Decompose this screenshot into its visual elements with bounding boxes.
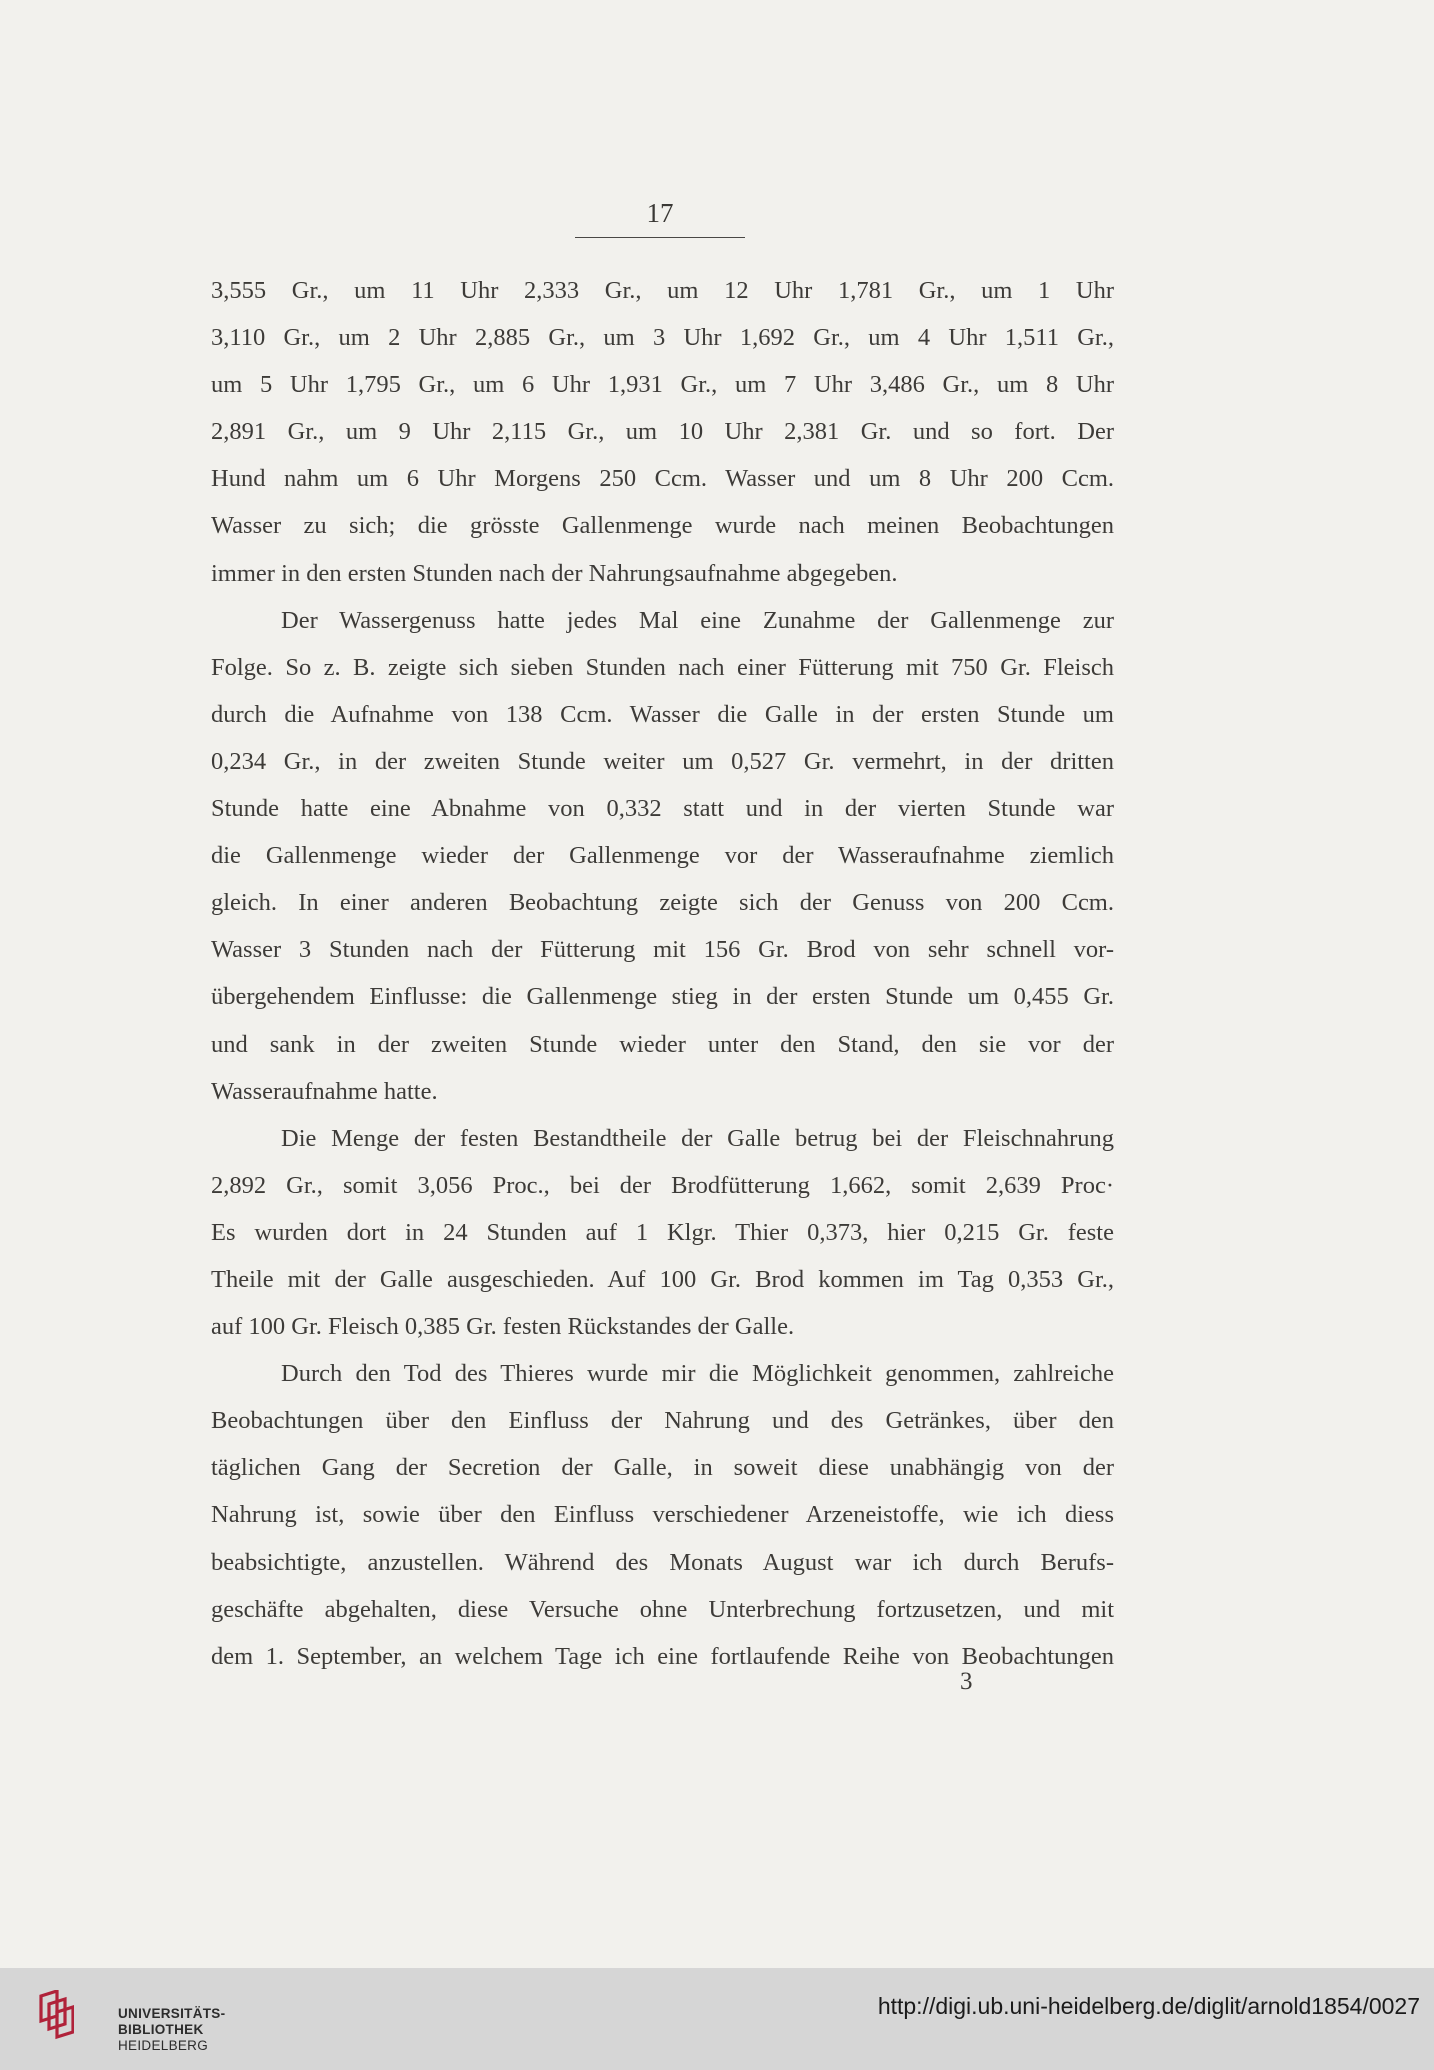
text-line: um 5 Uhr 1,795 Gr., um 6 Uhr 1,931 Gr., um 7 Uhr 3,486 Gr., um 8 Uhr (211, 371, 1114, 399)
text-line: immer in den ersten Stunden nach der Nahrungsaufnahme abgegeben. (211, 559, 898, 587)
text-line: und sank in der zweiten Stunde wieder unter den Stand, den sie vor der (211, 1030, 1114, 1058)
text-line: Stunde hatte eine Abnahme von 0,332 statt und in der vierten Stunde war (211, 795, 1114, 823)
paragraph-2 (211, 597, 1114, 1115)
library-name-line-3: HEIDELBERG (118, 2038, 209, 2053)
paragraph-4 (211, 1350, 1114, 1680)
text-line: durch die Aufnahme von 138 Ccm. Wasser die Galle in der ersten Stunde um (211, 700, 1114, 728)
text-line: die Gallenmenge wieder der Gallenmenge vor der Wasseraufnahme ziemlich (211, 842, 1114, 870)
text-line: beabsichtigte, anzustellen. Während des Monats August war ich durch Berufs- (211, 1548, 1114, 1576)
text-line: gleich. In einer anderen Beobachtung zeigte sich der Genuss von 200 Ccm. (211, 889, 1114, 917)
source-url-link[interactable]: http://digi.ub.uni-heidelberg.de/diglit/arnold1854/0027 (877, 1993, 1420, 2019)
text-line: Wasser 3 Stunden nach der Fütterung mit 156 Gr. Brod von sehr schnell vor- (211, 936, 1114, 964)
paragraph-1 (211, 267, 1114, 597)
text-line: auf 100 Gr. Fleisch 0,385 Gr. festen Rückstandes der Galle. (211, 1313, 795, 1341)
library-name (118, 2006, 225, 2054)
header-rule (575, 237, 745, 238)
text-line: Die Menge der festen Bestandtheile der Galle betrug bei der Fleischnahrung (281, 1124, 1114, 1152)
text-line: übergehendem Einflusse: die Gallenmenge stieg in der ersten Stunde um 0,455 Gr. (211, 983, 1114, 1011)
library-name-line-2: BIBLIOTHEK (118, 2022, 204, 2037)
page-number: 17 (646, 198, 674, 228)
text-line: Durch den Tod des Thieres wurde mir die Möglichkeit genommen, zahlreiche (281, 1360, 1114, 1388)
body-text (211, 267, 1114, 1680)
library-name-line-1: UNIVERSITÄTS- (118, 2006, 226, 2021)
text-line: Der Wassergenuss hatte jedes Mal eine Zunahme der Gallenmenge zur (281, 606, 1114, 634)
text-line: dem 1. September, an welchem Tage ich eine fortlaufende Reihe von Beobachtungen (211, 1642, 1114, 1670)
text-line: 0,234 Gr., in der zweiten Stunde weiter um 0,527 Gr. vermehrt, in der dritten (211, 747, 1114, 775)
text-line: geschäfte abgehalten, diese Versuche ohne Unterbrechung fortzusetzen, und mit (211, 1595, 1114, 1623)
text-line: Es wurden dort in 24 Stunden auf 1 Klgr. Thier 0,373, hier 0,215 Gr. feste (211, 1218, 1114, 1246)
text-line: Nahrung ist, sowie über den Einfluss verschiedener Arzeneistoffe, wie ich diess (211, 1501, 1114, 1529)
text-line: 3,555 Gr., um 11 Uhr 2,333 Gr., um 12 Uhr 1,781 Gr., um 1 Uhr (211, 277, 1114, 304)
text-line: Beobachtungen über den Einfluss der Nahrung und des Getränkes, über den (211, 1407, 1114, 1435)
text-line: 2,892 Gr., somit 3,056 Proc., bei der Brodfütterung 1,662, somit 2,639 Proc· (211, 1171, 1114, 1199)
text-line: Folge. So z. B. zeigte sich sieben Stunden nach einer Fütterung mit 750 Gr. Fleisch (211, 653, 1114, 681)
signature-mark: 3 (960, 1668, 973, 1695)
text-line: 3,110 Gr., um 2 Uhr 2,885 Gr., um 3 Uhr 1,692 Gr., um 4 Uhr 1,511 Gr., (211, 324, 1114, 352)
footer-bar (0, 1968, 1434, 2070)
text-line: Wasseraufnahme hatte. (211, 1077, 438, 1105)
paragraph-3 (211, 1115, 1114, 1350)
text-line: Wasser zu sich; die grösste Gallenmenge wurde nach meinen Beobachtungen (211, 512, 1114, 540)
text-line: täglichen Gang der Secretion der Galle, in soweit diese unabhängig von der (211, 1454, 1114, 1482)
text-line: 2,891 Gr., um 9 Uhr 2,115 Gr., um 10 Uhr 2,381 Gr. und so fort. Der (211, 418, 1114, 446)
logo-strokes (41, 1991, 73, 2037)
text-line: Theile mit der Galle ausgeschieden. Auf 100 Gr. Brod kommen im Tag 0,353 Gr., (211, 1265, 1114, 1293)
library-logo-icon (38, 1990, 74, 2048)
text-line: Hund nahm um 6 Uhr Morgens 250 Ccm. Wasser und um 8 Uhr 200 Ccm. (211, 465, 1114, 493)
library-logo[interactable] (38, 1984, 226, 2056)
